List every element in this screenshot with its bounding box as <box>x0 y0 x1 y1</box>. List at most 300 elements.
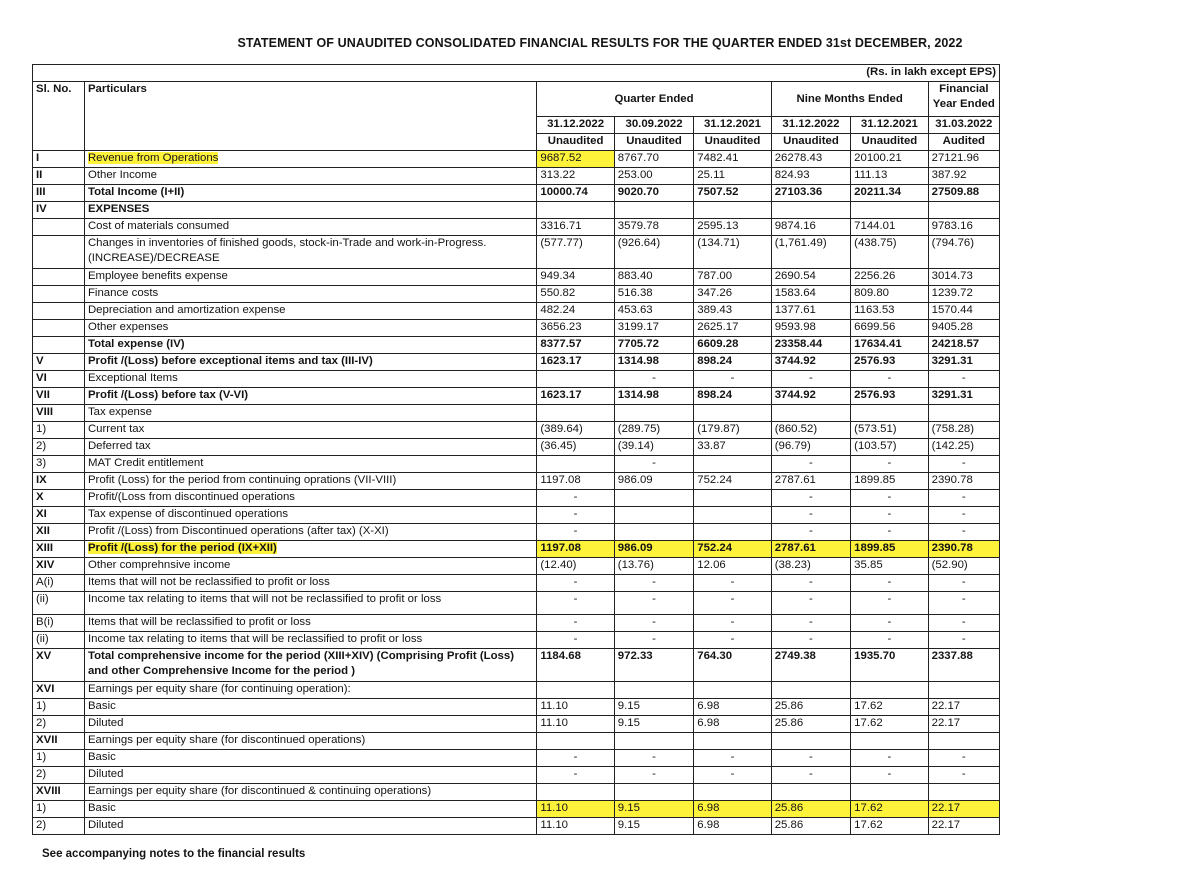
row-label: Tax expense <box>87 406 152 418</box>
row-serial-number: A(i) <box>33 575 85 592</box>
row-value: - <box>614 456 693 473</box>
row-particulars <box>84 592 536 615</box>
row-value: - <box>771 507 850 524</box>
row-value: 516.38 <box>614 286 693 303</box>
row-particulars <box>84 320 536 337</box>
audit-status-header: Unaudited <box>614 134 693 151</box>
row-value: 27103.36 <box>771 185 850 202</box>
row-value: 8767.70 <box>614 151 693 168</box>
row-value: 27509.88 <box>928 185 999 202</box>
row-value: 6699.56 <box>851 320 928 337</box>
row-value: - <box>694 632 771 649</box>
row-particulars <box>84 558 536 575</box>
row-value: 2625.17 <box>694 320 771 337</box>
sl-no-header: Sl. No. <box>33 82 85 151</box>
row-serial-number: II <box>33 168 85 185</box>
row-value <box>928 682 999 699</box>
row-serial-number: IX <box>33 473 85 490</box>
row-value: 972.33 <box>614 649 693 682</box>
row-value: 9405.28 <box>928 320 999 337</box>
row-value: - <box>851 371 928 388</box>
row-value: 7705.72 <box>614 337 693 354</box>
row-value: 1314.98 <box>614 354 693 371</box>
table-row <box>33 456 1000 473</box>
financial-year-ended-header: Financial Year Ended <box>928 82 999 117</box>
row-value: 986.09 <box>614 541 693 558</box>
row-value: 1899.85 <box>851 541 928 558</box>
table-row <box>33 699 1000 716</box>
row-value <box>537 682 614 699</box>
row-value: - <box>851 632 928 649</box>
row-value: 20100.21 <box>851 151 928 168</box>
row-value: 9.15 <box>614 801 693 818</box>
row-value <box>537 784 614 801</box>
table-row <box>33 185 1000 202</box>
row-value: 22.17 <box>928 716 999 733</box>
row-value <box>771 405 850 422</box>
row-value: - <box>928 507 999 524</box>
row-serial-number: 3) <box>33 456 85 473</box>
row-value: - <box>537 750 614 767</box>
row-label: Current tax <box>87 423 145 435</box>
period-date-header: 31.12.2021 <box>694 117 771 134</box>
row-serial-number: XIV <box>33 558 85 575</box>
row-value: 9.15 <box>614 818 693 835</box>
row-value: 25.11 <box>694 168 771 185</box>
row-value <box>851 202 928 219</box>
row-particulars <box>84 185 536 202</box>
row-value <box>694 456 771 473</box>
table-row <box>33 682 1000 699</box>
audit-status-header: Audited <box>928 134 999 151</box>
row-value: 9.15 <box>614 699 693 716</box>
row-label: Total Income (I+II) <box>87 186 185 198</box>
row-value <box>694 405 771 422</box>
row-value: 1163.53 <box>851 303 928 320</box>
row-value: - <box>614 750 693 767</box>
row-value: - <box>537 615 614 632</box>
table-row <box>33 236 1000 269</box>
row-value: 22.17 <box>928 818 999 835</box>
row-value: - <box>771 615 850 632</box>
row-particulars <box>84 151 536 168</box>
row-label: Profit /(Loss) for the period (IX+XII) <box>87 542 277 554</box>
row-value: - <box>771 524 850 541</box>
statement-title: STATEMENT OF UNAUDITED CONSOLIDATED FINANCIAL RESULTS FOR THE QUARTER ENDED 31st DECEMBER, 2022 <box>237 36 963 50</box>
row-serial-number: VII <box>33 388 85 405</box>
row-value: 2390.78 <box>928 473 999 490</box>
table-row <box>33 354 1000 371</box>
table-row <box>33 320 1000 337</box>
row-particulars <box>84 801 536 818</box>
row-particulars <box>84 524 536 541</box>
table-row <box>33 615 1000 632</box>
row-value <box>614 490 693 507</box>
row-particulars <box>84 750 536 767</box>
row-label: Profit /(Loss) before tax (V-VI) <box>87 389 249 401</box>
row-serial-number: 1) <box>33 422 85 439</box>
row-label: Earnings per equity share (for discontinued & continuing operations) <box>87 785 432 797</box>
row-value: 17.62 <box>851 818 928 835</box>
row-value: 3199.17 <box>614 320 693 337</box>
row-label: Total comprehensive income for the period (XIII+XIV) (Comprising Profit (Loss) and other Comprehensive Income for the period ) <box>87 650 514 677</box>
row-value: 1623.17 <box>537 388 614 405</box>
row-value <box>694 733 771 750</box>
row-value: 1239.72 <box>928 286 999 303</box>
row-value: - <box>771 750 850 767</box>
row-particulars <box>84 507 536 524</box>
row-value: 1899.85 <box>851 473 928 490</box>
period-date-header: 31.12.2021 <box>851 117 928 134</box>
row-value: 2576.93 <box>851 354 928 371</box>
row-value: 6609.28 <box>694 337 771 354</box>
row-value: 9020.70 <box>614 185 693 202</box>
table-row <box>33 405 1000 422</box>
row-value <box>851 784 928 801</box>
units-row <box>33 65 1000 82</box>
row-value: 3316.71 <box>537 219 614 236</box>
row-value: 17.62 <box>851 801 928 818</box>
period-date-header: 30.09.2022 <box>614 117 693 134</box>
row-value: 25.86 <box>771 818 850 835</box>
row-value: (794.76) <box>928 236 999 269</box>
quarter-ended-header: Quarter Ended <box>537 82 771 117</box>
row-serial-number <box>33 219 85 236</box>
row-value: - <box>614 592 693 615</box>
table-row <box>33 767 1000 784</box>
row-particulars <box>84 371 536 388</box>
row-value: - <box>851 750 928 767</box>
row-value: 949.34 <box>537 269 614 286</box>
row-value: - <box>771 456 850 473</box>
financial-results-table <box>32 64 1000 835</box>
row-value: (577.77) <box>537 236 614 269</box>
table-row <box>33 592 1000 615</box>
row-value: 9687.52 <box>537 151 614 168</box>
row-value: (179.87) <box>694 422 771 439</box>
row-value: 752.24 <box>694 541 771 558</box>
row-value: 898.24 <box>694 388 771 405</box>
row-value: 6.98 <box>694 801 771 818</box>
row-value: (289.75) <box>614 422 693 439</box>
row-serial-number: 2) <box>33 818 85 835</box>
row-serial-number: XII <box>33 524 85 541</box>
row-value: - <box>614 371 693 388</box>
row-value <box>928 733 999 750</box>
row-value: 24218.57 <box>928 337 999 354</box>
row-value: 3656.23 <box>537 320 614 337</box>
row-value <box>537 733 614 750</box>
row-label: Profit /(Loss) from Discontinued operations (after tax) (X-XI) <box>87 525 389 537</box>
row-value: 9.15 <box>614 716 693 733</box>
row-serial-number: V <box>33 354 85 371</box>
row-value: 809.80 <box>851 286 928 303</box>
row-value: 11.10 <box>537 716 614 733</box>
row-value: 387.92 <box>928 168 999 185</box>
row-value: 10000.74 <box>537 185 614 202</box>
row-value: 986.09 <box>614 473 693 490</box>
row-particulars <box>84 473 536 490</box>
row-value <box>537 456 614 473</box>
row-value: - <box>928 767 999 784</box>
row-label: Revenue from Operations <box>87 152 219 164</box>
row-value: - <box>851 767 928 784</box>
row-value: (926.64) <box>614 236 693 269</box>
row-serial-number: VIII <box>33 405 85 422</box>
row-value: - <box>771 632 850 649</box>
row-value: 2787.61 <box>771 541 850 558</box>
table-row <box>33 784 1000 801</box>
row-value: - <box>537 524 614 541</box>
table-row <box>33 490 1000 507</box>
row-serial-number: 1) <box>33 750 85 767</box>
row-value: 1935.70 <box>851 649 928 682</box>
row-value: 25.86 <box>771 699 850 716</box>
row-label: Income tax relating to items that will be reclassified to profit or loss <box>87 633 423 645</box>
row-label: Deferred tax <box>87 440 151 452</box>
row-value: 3579.78 <box>614 219 693 236</box>
row-value: 3291.31 <box>928 388 999 405</box>
row-value: (36.45) <box>537 439 614 456</box>
row-particulars <box>84 490 536 507</box>
row-value: 11.10 <box>537 801 614 818</box>
row-serial-number: XVIII <box>33 784 85 801</box>
row-value: - <box>928 490 999 507</box>
period-date-header: 31.12.2022 <box>771 117 850 134</box>
row-particulars <box>84 575 536 592</box>
row-value: - <box>694 767 771 784</box>
row-value: (860.52) <box>771 422 850 439</box>
row-particulars <box>84 286 536 303</box>
table-row <box>33 801 1000 818</box>
row-value <box>928 784 999 801</box>
row-value <box>537 405 614 422</box>
table-row <box>33 337 1000 354</box>
row-value: 2749.38 <box>771 649 850 682</box>
row-particulars <box>84 422 536 439</box>
row-value: 550.82 <box>537 286 614 303</box>
nine-months-ended-header: Nine Months Ended <box>771 82 928 117</box>
row-value <box>851 682 928 699</box>
row-label: Earnings per equity share (for continuing operation): <box>87 683 351 695</box>
row-serial-number: X <box>33 490 85 507</box>
row-label: Items that will be reclassified to profit or loss <box>87 616 311 628</box>
row-value: 883.40 <box>614 269 693 286</box>
row-value: (52.90) <box>928 558 999 575</box>
table-row <box>33 303 1000 320</box>
row-value: - <box>537 575 614 592</box>
row-value <box>614 784 693 801</box>
row-value: - <box>694 750 771 767</box>
row-label: Other comprehnsive income <box>87 559 231 571</box>
row-value: - <box>851 490 928 507</box>
row-value <box>771 733 850 750</box>
particulars-header: Particulars <box>84 82 536 151</box>
row-value: 3744.92 <box>771 354 850 371</box>
row-particulars <box>84 716 536 733</box>
row-value: 2787.61 <box>771 473 850 490</box>
row-value <box>851 733 928 750</box>
row-value: 11.10 <box>537 699 614 716</box>
row-value: - <box>694 592 771 615</box>
row-value: 111.13 <box>851 168 928 185</box>
table-row <box>33 541 1000 558</box>
row-value <box>928 202 999 219</box>
row-value <box>694 490 771 507</box>
row-value: 12.06 <box>694 558 771 575</box>
table-row <box>33 151 1000 168</box>
row-label: MAT Credit entitlement <box>87 457 204 469</box>
row-value: 2576.93 <box>851 388 928 405</box>
row-serial-number: XVI <box>33 682 85 699</box>
row-label: Total expense (IV) <box>87 338 185 350</box>
row-value: 7144.01 <box>851 219 928 236</box>
row-value: (13.76) <box>614 558 693 575</box>
table-row <box>33 507 1000 524</box>
table-row <box>33 371 1000 388</box>
row-value: 27121.96 <box>928 151 999 168</box>
row-value: (38.23) <box>771 558 850 575</box>
row-label: Tax expense of discontinued operations <box>87 508 289 520</box>
row-value: 3014.73 <box>928 269 999 286</box>
table-row <box>33 750 1000 767</box>
row-value: - <box>851 507 928 524</box>
row-value <box>614 682 693 699</box>
row-value: 1184.68 <box>537 649 614 682</box>
row-label: Basic <box>87 700 116 712</box>
row-value: 33.87 <box>694 439 771 456</box>
row-particulars <box>84 682 536 699</box>
row-value: 25.86 <box>771 716 850 733</box>
row-serial-number: XV <box>33 649 85 682</box>
audit-status-header: Unaudited <box>771 134 850 151</box>
table-row <box>33 733 1000 750</box>
row-value: - <box>771 490 850 507</box>
row-value: 6.98 <box>694 699 771 716</box>
row-serial-number: 1) <box>33 801 85 818</box>
row-value: - <box>537 490 614 507</box>
row-value: 23358.44 <box>771 337 850 354</box>
row-particulars <box>84 541 536 558</box>
row-value: - <box>771 767 850 784</box>
row-serial-number <box>33 320 85 337</box>
row-value: 9874.16 <box>771 219 850 236</box>
row-value: 898.24 <box>694 354 771 371</box>
table-row <box>33 269 1000 286</box>
footnote: See accompanying notes to the financial results <box>42 848 306 860</box>
row-value: (12.40) <box>537 558 614 575</box>
row-value: 7507.52 <box>694 185 771 202</box>
row-value: - <box>771 371 850 388</box>
row-value: 787.00 <box>694 269 771 286</box>
row-value: 2690.54 <box>771 269 850 286</box>
row-value: - <box>928 371 999 388</box>
row-label: Diluted <box>87 819 124 831</box>
row-value: 2337.88 <box>928 649 999 682</box>
table-row <box>33 439 1000 456</box>
row-label: Income tax relating to items that will not be reclassified to profit or loss <box>87 593 442 605</box>
row-value: 26278.43 <box>771 151 850 168</box>
table-row <box>33 219 1000 236</box>
row-label: Earnings per equity share (for discontinued operations) <box>87 734 366 746</box>
table-row <box>33 422 1000 439</box>
row-value: - <box>851 524 928 541</box>
row-serial-number: I <box>33 151 85 168</box>
row-particulars <box>84 784 536 801</box>
row-particulars <box>84 767 536 784</box>
row-serial-number: 2) <box>33 716 85 733</box>
row-serial-number: (ii) <box>33 592 85 615</box>
row-value: (438.75) <box>851 236 928 269</box>
row-value: - <box>928 575 999 592</box>
row-label: Profit /(Loss) before exceptional items and tax (III-IV) <box>87 355 373 367</box>
row-label: Changes in inventories of finished goods, stock-in-Trade and work-in-Progress.(INCREASE)/DECREASE <box>87 237 487 264</box>
audit-status-header: Unaudited <box>694 134 771 151</box>
row-label: Employee benefits expense <box>87 270 228 282</box>
row-label: EXPENSES <box>87 203 150 215</box>
table-row <box>33 716 1000 733</box>
row-value: (389.64) <box>537 422 614 439</box>
row-serial-number: III <box>33 185 85 202</box>
row-serial-number <box>33 269 85 286</box>
row-value: 2256.26 <box>851 269 928 286</box>
row-value: - <box>851 615 928 632</box>
row-value: - <box>851 592 928 615</box>
row-value: (96.79) <box>771 439 850 456</box>
row-value <box>537 202 614 219</box>
table-row <box>33 818 1000 835</box>
row-value <box>694 682 771 699</box>
row-value: 17.62 <box>851 699 928 716</box>
row-label: Diluted <box>87 717 124 729</box>
row-value: 764.30 <box>694 649 771 682</box>
row-value: - <box>614 767 693 784</box>
row-particulars <box>84 219 536 236</box>
row-value <box>537 371 614 388</box>
row-value: - <box>694 575 771 592</box>
row-value: 6.98 <box>694 818 771 835</box>
table-row <box>33 558 1000 575</box>
row-value: 1377.61 <box>771 303 850 320</box>
table-row <box>33 649 1000 682</box>
row-label: Items that will not be reclassified to profit or loss <box>87 576 330 588</box>
table-row <box>33 286 1000 303</box>
row-serial-number <box>33 303 85 320</box>
row-value: 1314.98 <box>614 388 693 405</box>
row-serial-number: XVII <box>33 733 85 750</box>
row-value: 3744.92 <box>771 388 850 405</box>
table-row <box>33 524 1000 541</box>
row-label: Basic <box>87 751 116 763</box>
row-label: Cost of materials consumed <box>87 220 230 232</box>
table-row <box>33 168 1000 185</box>
row-value: - <box>928 615 999 632</box>
row-value <box>614 524 693 541</box>
row-value: (142.25) <box>928 439 999 456</box>
row-value: - <box>771 575 850 592</box>
row-particulars <box>84 456 536 473</box>
row-value: - <box>928 456 999 473</box>
row-value: 22.17 <box>928 801 999 818</box>
row-particulars <box>84 388 536 405</box>
row-value <box>614 733 693 750</box>
row-serial-number <box>33 337 85 354</box>
row-serial-number: XI <box>33 507 85 524</box>
row-particulars <box>84 699 536 716</box>
row-label: Basic <box>87 802 116 814</box>
row-value: 17634.41 <box>851 337 928 354</box>
table-row <box>33 473 1000 490</box>
